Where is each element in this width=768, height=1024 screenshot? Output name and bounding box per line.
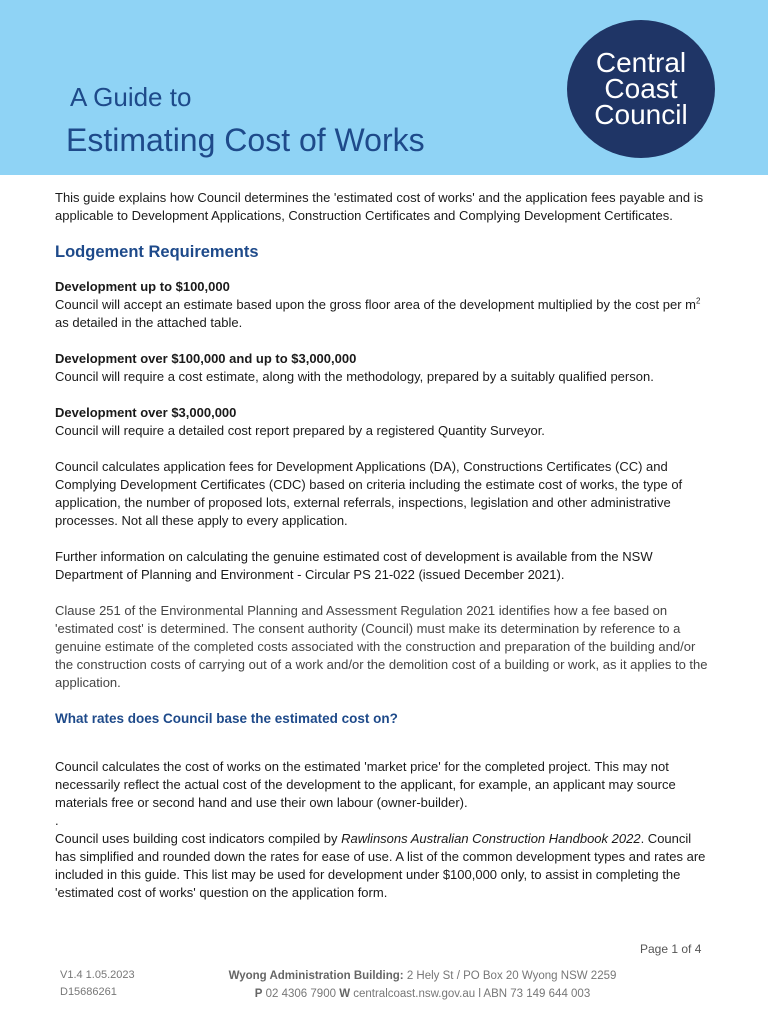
fees-paragraph: Council calculates application fees for Development Applications (DA), Constructions Certificates (CC) and Complying Development Certificates (CDC) based on criteria including the estimate cost of works, the type of application, the number of proposed lots, external referrals, inspections, legislation and other administrative processes. Not all these apply to every application. — [55, 459, 683, 528]
footer-version-block — [60, 967, 135, 1001]
clause-paragraph: Clause 251 of the Environmental Planning and Assessment Regulation 2021 identifies how a fee based on 'estimated cost' is determined. The consent authority (Council) must make its determination by reference to a genuine estimate of the completed costs associated with the construction and preparation of the building and/or the construction costs of carrying out of a work and/or the demolition cost of a building or work, as it applies to the application. — [55, 603, 708, 690]
admin-address: Wyong Administration Building: 2 Hely St / PO Box 20 Wyong NSW 2259 — [228, 970, 617, 982]
rates-heading: What rates does Council base the estimated cost on? — [55, 711, 398, 726]
page-number: Page 1 of 4 — [640, 942, 702, 956]
main-content — [55, 189, 715, 902]
further-info-paragraph: Further information on calculating the genuine estimated cost of development is available from the NSW Department of Planning and Environment - Circular PS 21-022 (issued December 2021). — [55, 549, 653, 582]
intro-paragraph: This guide explains how Council determines the 'estimated cost of works' and the application fees payable and is applicable to Development Applications, Construction Certificates and Complying Development Certificates. — [55, 190, 704, 223]
section-text-1: Council will accept an estimate based upon the gross floor area of the development multiplied by the cost per $m^2$ as detailed in the attached table. — [55, 296, 701, 330]
logo-line-2: Coast — [604, 73, 678, 104]
version: V1.4 1.05.2023 — [60, 969, 135, 981]
section-title-2: Development over $100,000 and up to $3,000,000 — [55, 351, 357, 366]
section-title-1: Development up to $100,000 — [55, 279, 230, 294]
section-title-3: Development over $3,000,000 — [55, 405, 237, 420]
contact-line: P 02 4306 7900 W centralcoast.nsw.gov.au l ABN 73 149 644 003 — [254, 988, 591, 1000]
document-id: D15686261 — [60, 986, 117, 998]
header-banner — [0, 0, 768, 175]
rates-paragraph-2: Council uses building cost indicators compiled by Rawlinsons Australian Construction Handbook 2022. Council has simplified and rounded down the rates for ease of use. A list of the common development types and rates are included in this guide. This list may be used for development under $100,000 only, to assist in completing the 'estimated cost of works' question on the application form. — [55, 831, 706, 900]
lodgement-heading: Lodgement Requirements — [55, 243, 259, 261]
footer-contact — [150, 967, 695, 1003]
council-logo — [567, 20, 715, 158]
logo-line-3: Council — [594, 99, 688, 130]
rates-paragraph-1: Council calculates the cost of works on the estimated 'market price' for the completed project. This may not necessarily reflect the actual cost of the development to the applicant, for example, an applicant may source materials free or second hand and use their own labour (owner-builder). — [55, 759, 676, 810]
logo-line-1: Central — [595, 47, 687, 78]
section-text-2: Council will require a cost estimate, along with the methodology, prepared by a suitably qualified person. — [55, 369, 654, 384]
pre-title: A Guide to — [70, 82, 192, 112]
section-text-3: Council will require a detailed cost report prepared by a registered Quantity Surveyor. — [55, 423, 545, 438]
rates-dot: . — [55, 813, 59, 828]
page-title: Estimating Cost of Works — [66, 122, 425, 158]
